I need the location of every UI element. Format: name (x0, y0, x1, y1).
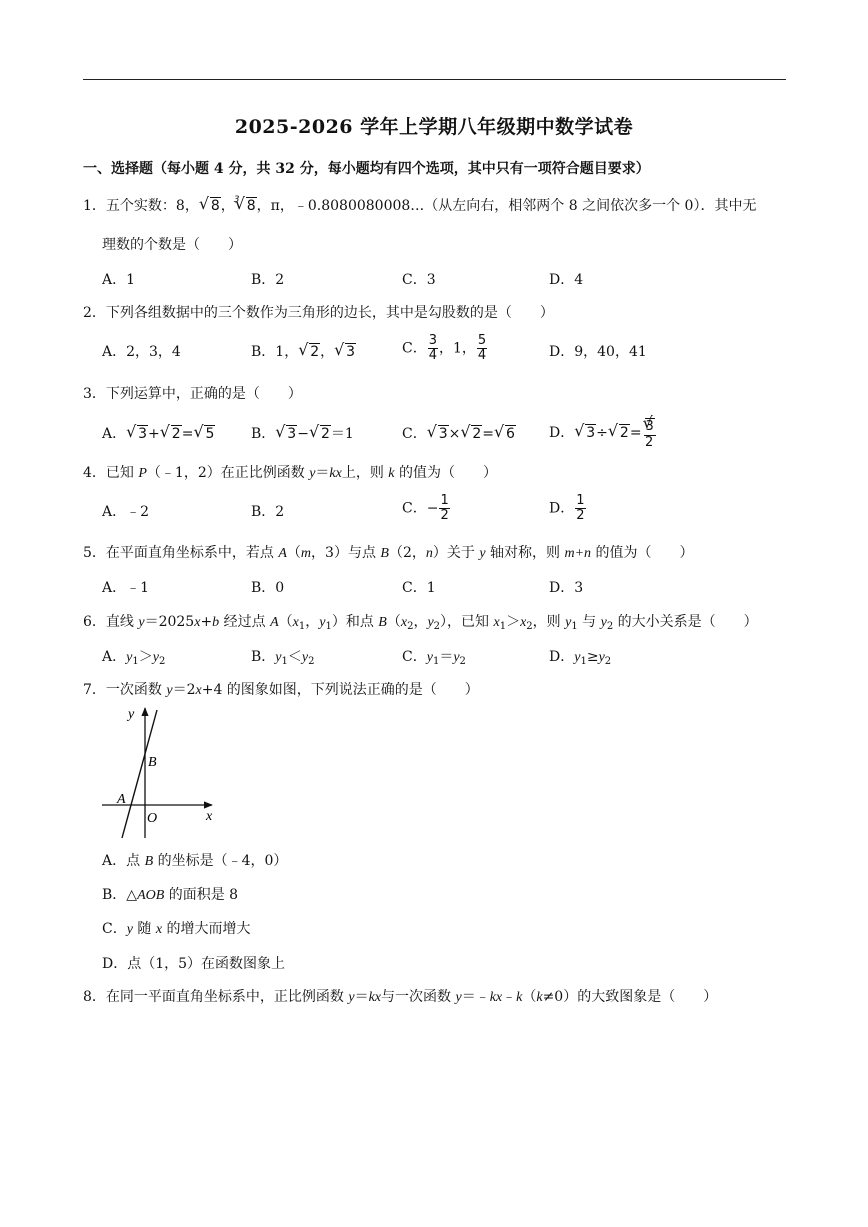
q1-option-a[interactable]: A．1 (102, 272, 136, 288)
question-3-stem: 3．下列运算中，正确的是（ ） (83, 386, 302, 402)
q6-option-d[interactable]: D．$y_1\ge y_2$ (549, 649, 612, 667)
q6-option-b[interactable]: B．$y_1<y_2$ (251, 649, 315, 667)
q6-option-c[interactable]: C．$y_1=y_2$ (402, 649, 466, 667)
q2-option-a[interactable]: A．2，3，4 (102, 344, 181, 360)
question-6-stem: 6．直线 y＝2025x+b 经过点 $A(x_1$，$y_1$）和点 $B(x_2$，$y_2$），已知 $x_1>x_2$，则 $y_1$ 与 $y_2$ 的大小关系是（ ） (83, 614, 758, 632)
q5-option-a[interactable]: A．﹣1 (102, 580, 150, 596)
q5-option-c[interactable]: C．1 (402, 580, 436, 596)
question-5-stem: 5．在平面直角坐标系中，若点 A（m，3）与点 B（2，n）关于 y 轴对称，则 m+n 的值为（ ） (83, 545, 694, 561)
question-4-stem: 4．已知 P（﹣1，2）在正比例函数 y＝kx上，则 k 的值为（ ） (83, 465, 497, 481)
q7-option-d[interactable]: D．点（1，5）在函数图象上 (102, 956, 286, 972)
q5-option-b[interactable]: B．0 (251, 580, 285, 596)
page-title: 2025-2026 学年上学期八年级期中数学试卷 (234, 116, 634, 138)
sqrt-8: √ 8 (200, 196, 221, 216)
q3-option-d[interactable]: D．√ 3÷√ 2= √ $\frac{3}{2}$ (549, 416, 657, 450)
q1-option-b[interactable]: B．2 (251, 272, 285, 288)
cuberoot-8: √ 3 8 (236, 196, 257, 216)
q3-option-b[interactable]: B．√ 3−√ 2＝1 (251, 424, 354, 444)
question-1-stem-line2: 理数的个数是（ ） (102, 237, 242, 253)
question-2-stem: 2．下列各组数据中的三个数作为三角形的边长，其中是勾股数的是（ ） (83, 305, 554, 321)
question-7-stem: 7．一次函数 y＝2x+4 的图象如图，下列说法正确的是（ ） (83, 682, 479, 698)
label-x: x (206, 809, 213, 824)
label-y: y (128, 707, 135, 722)
q7-option-a[interactable]: A．点 B 的坐标是（﹣4，0） (102, 853, 288, 869)
q1-option-c[interactable]: C．3 (402, 272, 436, 288)
q4-option-a[interactable]: A．﹣2 (102, 504, 150, 520)
label-a: A (117, 792, 126, 807)
question-8-stem: 8．在同一平面直角坐标系中，正比例函数 y＝kx与一次函数 y＝﹣kx﹣k（k≠0）的大致图象是（ ） (83, 989, 718, 1005)
q2-option-b[interactable]: B．1，√ 2，√ 3 (251, 342, 356, 362)
section-heading: 一、选择题（每小题 4 分，共 32 分，每小题均有四个选项，其中只有一项符合题目要求） (83, 161, 650, 177)
q3-option-c[interactable]: C．√ 3×√ 2=√ 6 (402, 424, 516, 444)
q2-option-c[interactable]: C． $\frac{3}{4}$ ，1， $\frac{5}{4}$ (402, 333, 487, 363)
q6-option-a[interactable]: A．$y_1>y_2$ (102, 649, 166, 667)
q4-option-b[interactable]: B．2 (251, 504, 285, 520)
linear-function-graph (100, 704, 222, 844)
label-b: B (148, 755, 157, 770)
q4-option-c[interactable]: C．− $\frac{1}{2}$ (402, 493, 449, 523)
q5-option-d[interactable]: D．3 (549, 580, 584, 596)
q7-option-c[interactable]: C．y 随 x 的增大而增大 (102, 921, 251, 937)
label-o: O (147, 811, 158, 826)
q7-option-b[interactable]: B．△AOB 的面积是 8 (102, 887, 239, 903)
q1-option-d[interactable]: D．4 (549, 272, 584, 288)
header-rule (83, 79, 786, 80)
q4-option-d[interactable]: D． $\frac{1}{2}$ (549, 493, 585, 523)
q3-option-a[interactable]: A．√ 3+√ 2=√ 5 (102, 424, 215, 444)
q2-option-d[interactable]: D．9，40，41 (549, 344, 647, 360)
question-1-stem: 1．五个实数：8，√ 8， √ 3 8，π，﹣0.8080080008…（从左向右，相邻两个 8 之间依次多一个 0）．其中无 (83, 196, 756, 216)
